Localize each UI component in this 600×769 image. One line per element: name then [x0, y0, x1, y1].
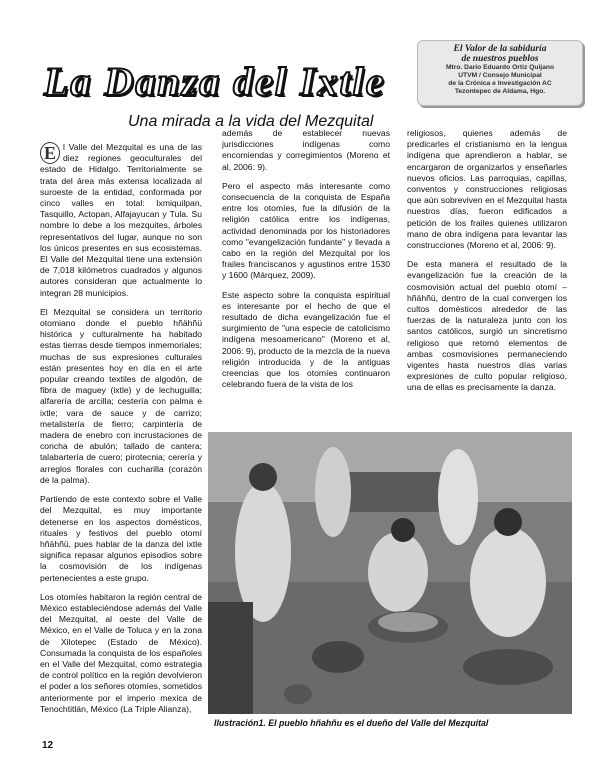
paragraph	[40, 142, 202, 299]
paragraph: Los otomíes habitaron la región central de México estableciéndose además del Valle del Mezquital, al oeste del Valle de México, en el Valle de Toluca y en la zona de Xilotepec (Estado de México). Consumada la conquista de los españoles en el Valle del Mezquital, como estrategia de control político en la región devolvieron el poder a los señores otomíes, sometidos anteriormente por el imperio mexica de Tenochtitlán, México (La Triple Alianza),	[40, 591, 202, 714]
paragraph: Este aspecto sobre la conquista espiritual es interesante por el hecho de que el resultado de dicha evangelización fue el surgimiento de "una especie de catolicismo indígena mesoamericano" (Moreno et al, 2006: 9), producto de la mezcla de la nueva religión introducida y de la antiguas creencias que los otomíes continuaron celebrando fuera de la vista de los	[222, 289, 390, 390]
article-title: La Danza del Ixtle	[44, 59, 386, 104]
author-header-box	[417, 40, 583, 106]
section-title	[418, 44, 582, 64]
text-column-3	[407, 128, 567, 402]
paragraph-text: l Valle del Mezquital es una de las diez regiones geoculturales del estado de Hidalgo. Territorialmente se trata del área más extensa localizada al suroeste de la entidad, conformada por cinco valles en total: Ixmiquilpan, Tasquillo, Actopan, Alfajayucan y Tula. Su nombre lo debe a los mezquites, árboles representativos del lugar, aunque no son los únicos presentes en sus ecosistemas. El Valle del Mezquital tiene una extensión de 7,018 kilómetros cuadrados y algunos autores consideran que actualmente lo integran 28 municipios.	[40, 142, 202, 298]
drop-cap: E	[40, 142, 60, 164]
section-title-line2: de nuestros pueblos	[461, 54, 539, 64]
photo-illustration	[208, 432, 572, 714]
photo-otomi-women	[208, 432, 572, 714]
paragraph: Partiendo de este contexto sobre el Valle del Mezquital, es muy importante detenerse en los aspectos domésticos, rituales y festivos del pueblo otomí hñähñü, pues hablar de la danza del ixtle significa repasar algunos episodios sobre la cosmovisión de los indígenas pertenecientes a este grupo.	[40, 494, 202, 583]
paragraph: El Mezquital se considera un territorio otomiano donde el pueblo hñähñü histórica y culturalmente ha habitado estas tierras desde tiempos inmemoriales; muchas de sus expresiones culturales están presentes hoy en día en el arte popular creando textiles de algodón, de fibra de maguey (ixtle) y de lechuguilla; alfarería de arcilla; cestería con palma e ixtle; vara de sauce y de carrizo; metalistería de fierro; carpintería de madera de enebro con incrustaciones de concha de abulón; tallado de cantera; talabartería de cuero; pirotecnia; cerería y arreglos florales con cucharilla (corazón de la palma).	[40, 306, 202, 485]
paragraph: Pero el aspecto más interesante como consecuencia de la conquista de España entre los otomíes, fue la difusión de la religión católica entre los indígenas, actividad denominada por los historiadores como "evangelización fundante" y llevada a cabo en la región del Mezquital por los frailes franciscanos y agustinos entre 1530 y 1600 (Márquez, 2009).	[222, 180, 390, 281]
author-location: Tezontepec de Aldama, Hgo.	[454, 88, 546, 95]
page-number: 12	[42, 740, 54, 751]
author-name: Mtro. Darío Eduardo Ortiz Quijano	[445, 64, 555, 71]
author-affiliation-2: de la Crónica e Investigación AC	[448, 80, 552, 87]
figure-caption: Ilustración1. El pueblo hñahñu es el dueño del Valle del Mezquital	[214, 718, 489, 728]
article-subtitle: Una mirada a la vida del Mezquital	[128, 113, 374, 130]
paragraph: De esta manera el resultado de la evangelización fue la creación de la cosmovisión actual del pueblo otomí – hñähñü, dentro de la cual convergen los cultos domésticos alrededor de las fuerzas de la naturaleza junto con los santos católicos, surgió un sincretismo religioso que retomó elementos de ambas cosmovisiones permaneciendo vigentes hasta nuestros días varias expresiones de culto popular religioso, una de ellas es precisamente la danza.	[407, 259, 567, 393]
author-affiliation: UTVM / Consejo Municipal	[458, 72, 542, 79]
text-column-1	[40, 142, 202, 723]
paragraph: además de establecer nuevas jurisdicciones indígenas como encomiendas y corregimientos (Moreno et al, 2006: 9).	[222, 128, 390, 172]
text-column-2	[222, 128, 390, 398]
paragraph: religiosos, quienes además de predicarles el cristianismo en la lengua indígena que aprendieron a hablar, se encargaron de organizarlos y enseñarles nuevos oficios. Las parroquias, capillas, conventos y construcciones religiosas que aún sobreviven en el Mezquital hasta nuestros días, fueron edificados a petición de los frailes quienes utilizaron mano de obra indígena para levantar las construcciones (Moreno et al, 2006: 9).	[407, 128, 567, 251]
section-title-line1: El Valor de la sabiduría	[453, 44, 547, 54]
